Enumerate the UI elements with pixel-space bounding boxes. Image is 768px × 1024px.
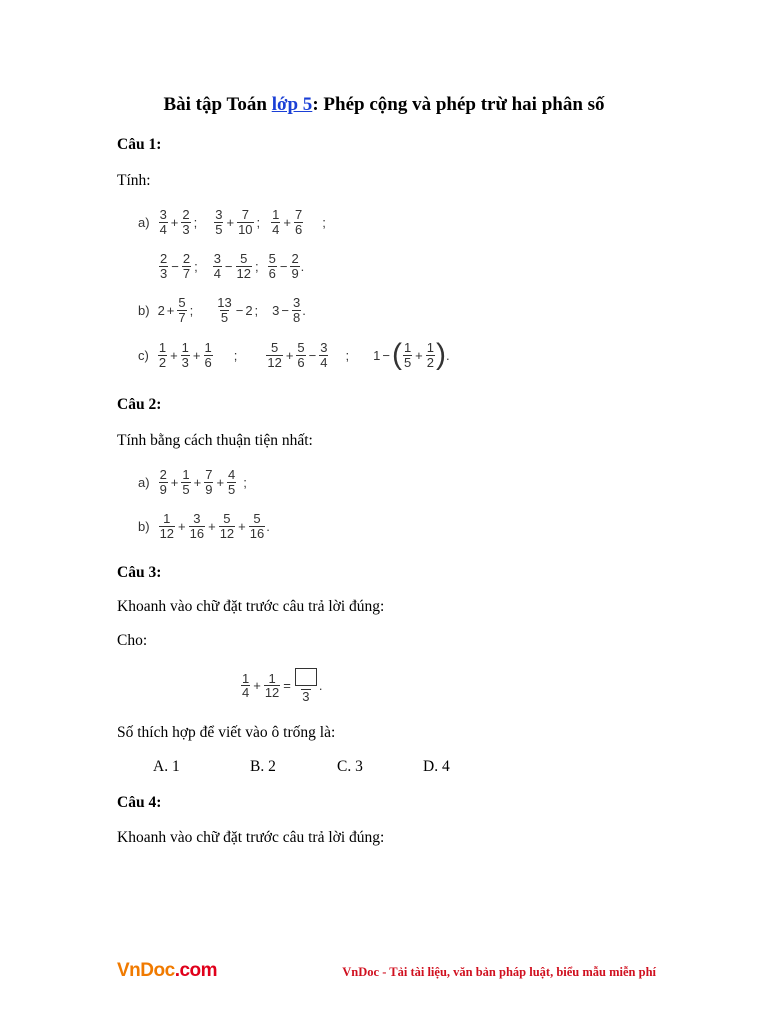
question-2-heading: Câu 2: xyxy=(117,396,162,413)
choice-b[interactable]: B. 2 xyxy=(250,758,276,775)
question-1-prompt: Tính: xyxy=(117,172,151,189)
page-title: Bài tập Toán lớp 5: Phép cộng và phép trừ hai phân số xyxy=(163,94,605,115)
exercise-2a-row: a) $\frac{2}{9}$ + $\frac{1}{5}$ + $\frac{7}{9}$ + $\frac{4}{5}$ ; xyxy=(138,467,247,497)
footer-tagline: VnDoc - Tải tài liệu, văn bản pháp luật, biểu mẫu miễn phí xyxy=(342,965,656,979)
question-1-heading: Câu 1: xyxy=(117,136,162,153)
question-3-given: Cho: xyxy=(117,632,148,649)
exercise-2b-row: b) $\frac{1}{12}$ + $\frac{3}{16}$ + $\frac{5}{12}$ + $\frac{5}{16}$ . xyxy=(138,511,270,541)
choice-c[interactable]: C. 3 xyxy=(337,758,363,775)
exercise-1b-row: b) 2 + $\frac{5}{7}$ ; $\frac{13}{5}$ − 2 ; 3 − $\frac{3}{8}$ . xyxy=(138,295,306,325)
question-2-prompt: Tính bằng cách thuận tiện nhất: xyxy=(117,432,313,449)
exercise-1a-row: a) $\frac{3}{4}$ + $\frac{2}{3}$ ; $\frac{3}{5}$ + $\frac{7}{10}$ ; $\frac{1}{4}$ + $\frac{7}{6}$ ; xyxy=(138,207,326,237)
question-3-equation: $\frac{1}{4}$ + $\frac{1}{12}$ = 3 . xyxy=(236,664,346,710)
question-3-question: Số thích hợp để viết vào ô trống là: xyxy=(117,724,336,741)
question-4-heading: Câu 4: xyxy=(117,794,162,811)
choice-d[interactable]: D. 4 xyxy=(423,758,450,775)
vndoc-logo[interactable]: VnDoc.com xyxy=(117,960,218,981)
question-2-exercises xyxy=(130,462,400,552)
exercise-1c-row: c) $\frac{1}{2}$ + $\frac{1}{3}$ + $\frac{1}{6}$ ; $\frac{5}{12}$ + $\frac{5}{6}$ − $\frac{3}{4}$ ; 1 − ( $\frac{1}{5}$ + $\frac{1}{2}$ ) . xyxy=(138,338,450,371)
question-4-prompt: Khoanh vào chữ đặt trước câu trả lời đúng: xyxy=(117,829,385,846)
question-3-heading: Câu 3: xyxy=(117,564,162,581)
choice-a[interactable]: A. 1 xyxy=(153,758,180,775)
grade-link[interactable]: lớp 5 xyxy=(271,94,313,115)
question-3-prompt: Khoanh vào chữ đặt trước câu trả lời đúng: xyxy=(117,598,385,615)
exercise-1a2-row: $\frac{2}{3}$ − $\frac{2}{7}$ ; $\frac{3}{4}$ − $\frac{5}{12}$ ; $\frac{5}{6}$ − $\frac{2}{9}$ . xyxy=(160,251,305,281)
answer-box xyxy=(295,668,317,686)
question-1-exercises xyxy=(130,200,485,378)
